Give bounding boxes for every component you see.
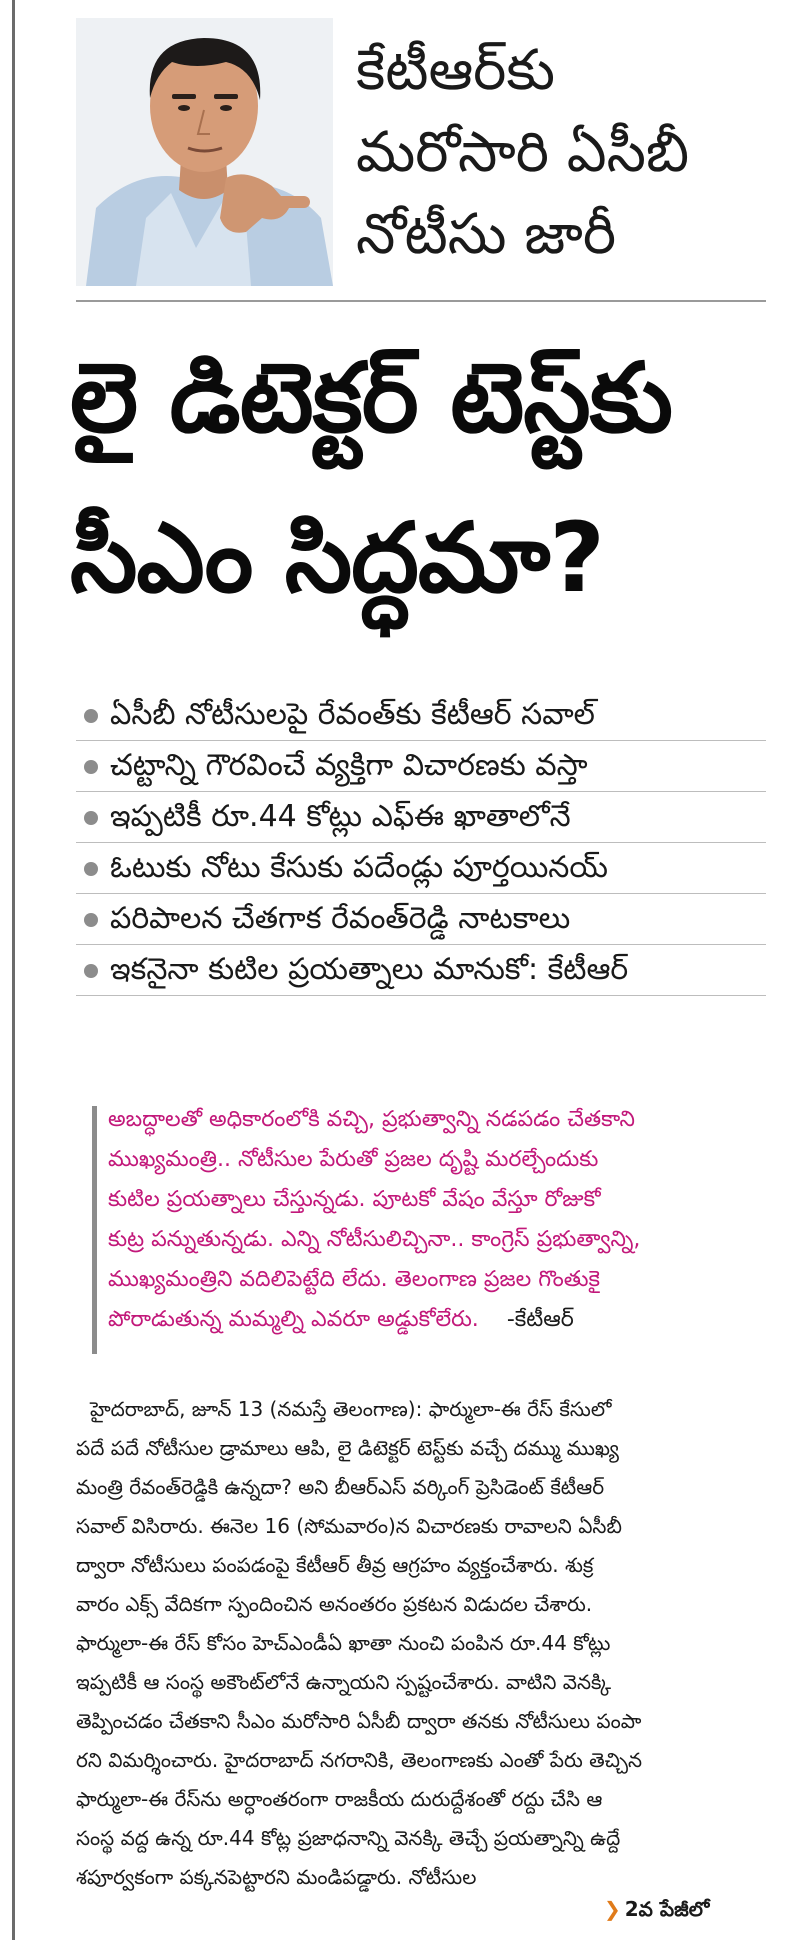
left-column-rule [12,0,15,1940]
bullet-dot-icon [84,709,98,723]
list-item-text: పరిపాలన చేతగాక రేవంత్‌రెడ్డి నాటకాలు [110,901,571,936]
body-line: రని విమర్శించారు. హైదరాబాద్ నగరానికి, తెలంగాణకు ఎంతో పేరు తెచ్చిన [76,1748,643,1772]
portrait-photo [76,18,333,286]
continued-on-page[interactable] [604,1894,709,1924]
article-body [76,1390,776,1897]
list-item-text: ఇకనైనా కుటిల ప్రయత్నాలు మానుకో: కేటీఆర్ [110,952,629,987]
story-header [76,18,766,290]
bullet-dot-icon [84,964,98,978]
kicker-line: నోటీసు జారీ [356,202,617,267]
quote-bar [92,1106,97,1354]
list-item [76,894,766,945]
quote-line: కుటిల ప్రయత్నాలు చేస్తున్నడు. పూటకో వేషం వేస్తూ రోజుకో [108,1187,601,1212]
list-item [76,945,766,996]
bullet-dot-icon [84,760,98,774]
quote-line: ముఖ్యమంత్రి.. నోటీసుల పేరుతో ప్రజల దృష్టి మరల్చేందుకు [108,1147,599,1172]
kicker-line: మరోసారి ఏసీబీ [356,120,690,185]
list-item-text: ఓటుకు నోటు కేసుకు పదేండ్లు పూర్తయినయ్ [110,850,608,885]
body-line: సంస్థ వద్ద ఉన్న రూ.44 కోట్ల ప్రజాధనాన్ని వెనక్కి తెచ్చే ప్రయత్నాన్ని ఉద్దే [76,1826,621,1850]
bullet-dot-icon [84,811,98,825]
bullet-dot-icon [84,913,98,927]
body-line: వారం ఎక్స్ వేదికగా స్పందించిన అనంతరం ప్రకటన విడుదల చేశారు. [76,1592,593,1616]
body-line: శపూర్వకంగా పక్కనపెట్టారని మండిపడ్డారు. నోటీసుల [76,1865,477,1889]
kicker [356,30,776,276]
body-line: తెప్పించడం చేతకాని సీఎం మరోసారి ఏసీబీ ద్వారా తనకు నోటీసులు పంపా [76,1709,642,1733]
list-item-text: చట్టాన్ని గౌరవించే వ్యక్తిగా విచారణకు వస్తా [110,748,588,783]
headline-line: సీఎం సిద్ధమా? [70,502,604,614]
body-line: పదే పదే నోటీసుల డ్రామాలు ఆపి, లై డిటెక్టర్ టెస్ట్‌కు వచ్చే దమ్ము ముఖ్య [76,1436,619,1460]
header-divider [76,300,766,302]
body-line: సవాల్ విసిరారు. ఈనెల 16 (సోమవారం)న విచారణకు రావాలని ఏసీబీ [76,1514,622,1538]
highlights-list [76,690,766,996]
bullet-dot-icon [84,862,98,876]
list-item-text: ఇప్పటికీ రూ.44 కోట్లు ఎఫ్‌ఈ ఖాతాలోనే [110,799,571,834]
list-item [76,741,766,792]
body-line: ఫార్ములా-ఈ రేస్‌ను అర్ధాంతరంగా రాజకీయ దురుద్దేశంతో రద్దు చేసి ఆ [76,1787,603,1811]
quote-line-text: పోరాడుతున్న మమ్మల్ని ఎవరూ అడ్డుకోలేరు. [108,1307,479,1332]
kicker-line: కేటీఆర్‌కు [356,38,555,103]
list-item [76,843,766,894]
chevron-right-icon: ❯ [604,1897,621,1921]
headline [70,318,780,638]
quote-attribution: -కేటీఆర్ [506,1307,574,1332]
pull-quote [108,1100,788,1360]
continued-label: 2వ పేజీలో [624,1897,710,1921]
list-item [76,690,766,741]
headline-line: లై డిటెక్టర్ టెస్ట్‌కు [70,342,672,454]
person-portrait-icon [76,18,333,286]
quote-line: ముఖ్యమంత్రిని వదిలిపెట్టేది లేదు. తెలంగాణ ప్రజల గొంతుకై [108,1267,600,1292]
list-item [76,792,766,843]
list-item-text: ఏసీబీ నోటీసులపై రేవంత్‌కు కేటీఆర్ సవాల్ [110,697,595,732]
body-line: ఇప్పటికీ ఆ సంస్థ అకౌంట్‌లోనే ఉన్నాయని స్పష్టంచేశారు. వాటిని వెనక్కి [76,1670,612,1694]
body-line: ఫార్ములా-ఈ రేస్ కోసం హెచ్‌ఎండీఏ ఖాతా నుంచి పంపిన రూ.44 కోట్లు [76,1631,611,1655]
quote-line-last [108,1300,788,1340]
body-line: మంత్రి రేవంత్‌రెడ్డికి ఉన్నదా? అని బీఆర్‌ఎస్ వర్కింగ్ ప్రెసిడెంట్ కేటీఆర్ [76,1475,605,1499]
quote-line: కుట్ర పన్నుతున్నడు. ఎన్ని నోటీసులిచ్చినా.. కాంగ్రెస్ ప్రభుత్వాన్ని, [108,1227,641,1252]
body-line: హైదరాబాద్, జూన్ 13 (నమస్తే తెలంగాణ): ఫార్ములా-ఈ రేస్ కేసులో [90,1397,612,1421]
body-line: ద్వారా నోటీసులు పంపడంపై కేటీఆర్ తీవ్ర ఆగ్రహం వ్యక్తంచేశారు. శుక్ర [76,1553,594,1577]
quote-line: అబద్ధాలతో అధికారంలోకి వచ్చి, ప్రభుత్వాన్ని నడపడం చేతకాని [108,1107,635,1132]
